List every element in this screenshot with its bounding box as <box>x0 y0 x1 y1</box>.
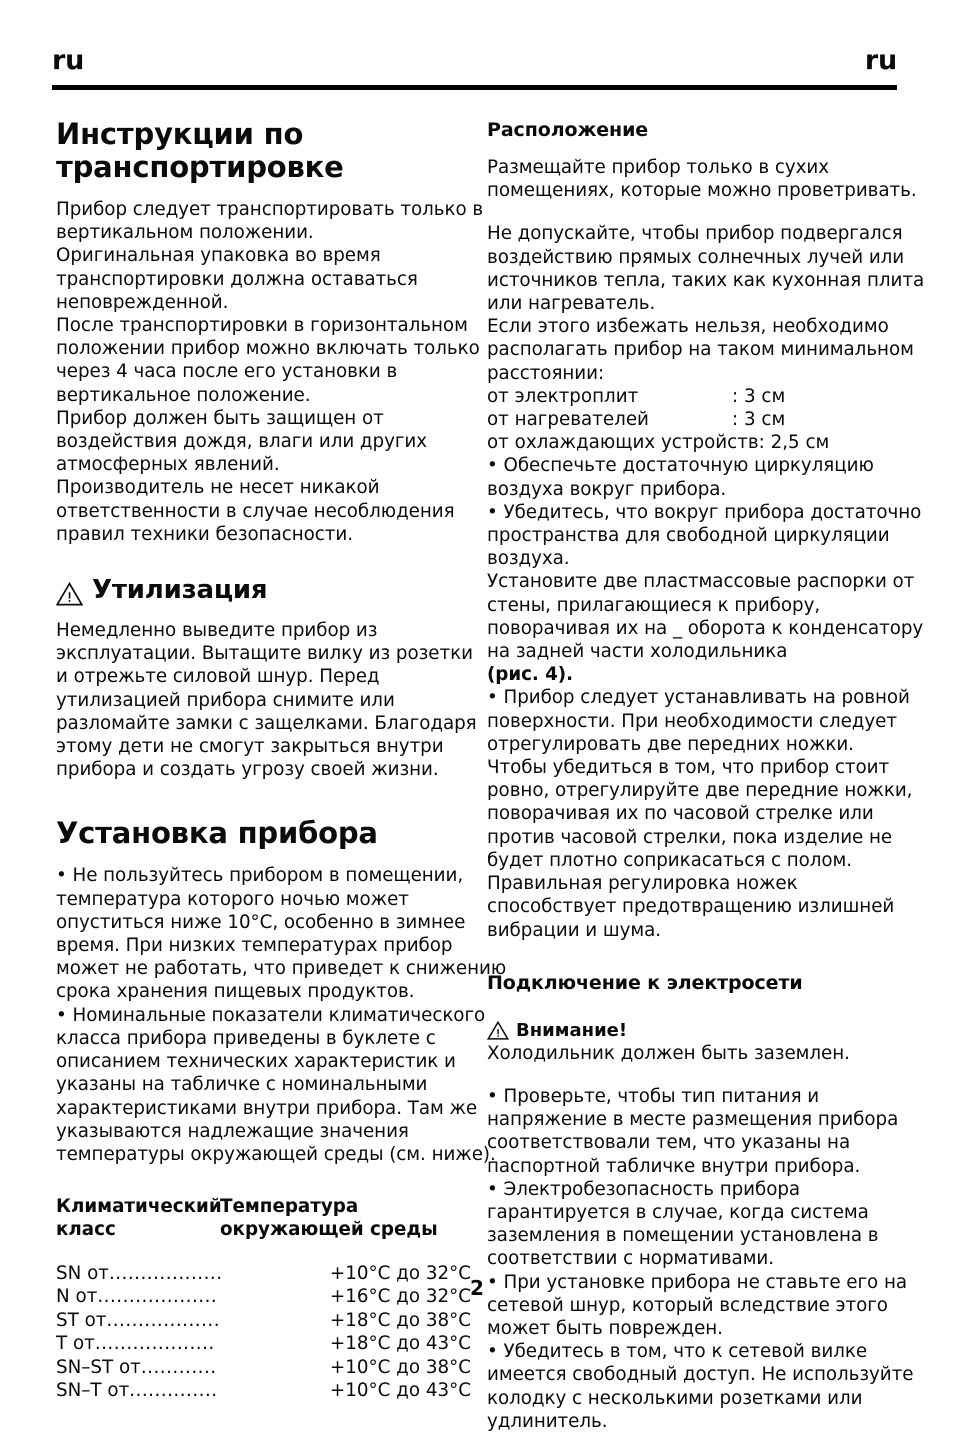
installation-line: класса прибора приведены в буклете с <box>56 1027 436 1049</box>
distance-row <box>487 408 899 431</box>
disposal-body <box>56 619 477 781</box>
transport-line: вертикальном положении. <box>56 222 314 244</box>
transport-heading <box>56 118 471 184</box>
mains-line: может быть поврежден. <box>487 1317 723 1339</box>
climate-table-header-class: Климатический класс <box>56 1196 222 1241</box>
figure-reference: (рис. 4). <box>487 664 573 686</box>
placement-line: отрегулировать две передних ножки. <box>487 733 854 755</box>
installation-line: срока хранения пищевых продуктов. <box>56 981 415 1003</box>
placement-line: • Убедитесь, что вокруг прибора достаточно <box>487 501 922 523</box>
climate-table-header <box>56 1195 471 1241</box>
mains-line: гарантируется в случае, когда система <box>487 1201 869 1223</box>
warning-triangle-icon <box>56 582 83 606</box>
installation-bullet-climate-class <box>56 1004 496 1166</box>
disposal-line: эксплуатации. Вытащите вилку из розетки <box>56 643 473 665</box>
mains-bullet-voltage <box>487 1085 899 1178</box>
placement-line: Не допускайте, чтобы прибор подвергался <box>487 223 903 245</box>
mains-line: • Проверьте, чтобы тип питания и <box>487 1085 820 1107</box>
transport-line: ответственности в случае несоблюдения <box>56 500 455 522</box>
distance-row <box>487 431 899 454</box>
leader-dots: .................. <box>106 1309 221 1331</box>
placement-line: ровно, отрегулируйте две передние ножки, <box>487 780 913 802</box>
spacer <box>487 1009 899 1019</box>
mains-heading: Подключение к электросети <box>487 971 803 994</box>
climate-table-header-temperature: Температура окружающей среды <box>220 1196 438 1241</box>
climate-class-range: +16°C до 32°C <box>329 1286 471 1308</box>
climate-class-range: +18°C до 43°C <box>329 1333 471 1355</box>
disposal-heading-label: Утилизация <box>92 575 268 606</box>
table-row <box>56 1379 471 1403</box>
installation-line: может не работать, что приведет к снижению <box>56 958 507 980</box>
placement-wall-spacers <box>487 570 924 686</box>
distance-label: от нагревателей <box>487 409 649 431</box>
mains-line: имеется свободный доступ. Не используйте <box>487 1364 914 1386</box>
disposal-line: утилизацией прибора снимите или <box>56 689 395 711</box>
spacer <box>487 202 899 222</box>
leader-dots: ................... <box>97 1286 218 1308</box>
mains-line: соответствии с нормативами. <box>487 1248 775 1270</box>
mains-line: заземления в помещении установлена в <box>487 1225 879 1247</box>
transport-line: Прибор должен быть защищен от <box>56 407 384 429</box>
placement-line: воздействию прямых солнечных лучей или <box>487 246 905 268</box>
table-row <box>56 1309 471 1333</box>
page-number: 2 <box>470 1276 484 1300</box>
placement-line: поворачивая их на _ оборота к конденсатору <box>487 617 924 639</box>
mains-line: удлинитель. <box>487 1410 608 1432</box>
table-row <box>56 1356 471 1380</box>
leader-dots: ............ <box>140 1356 217 1378</box>
disposal-heading <box>56 575 471 606</box>
mains-warning-text: Холодильник должен быть заземлен. <box>487 1042 850 1064</box>
placement-line: Установите две пластмассовые распорки от <box>487 571 915 593</box>
distance-value: : 3 см <box>732 385 786 407</box>
mains-line: колодку с несколькими розетками или <box>487 1387 863 1409</box>
transport-line: воздействия дождя, влаги или других <box>56 431 427 453</box>
mains-line: • При установке прибора не ставьте его на <box>487 1271 908 1293</box>
mains-warning-title: Внимание! <box>516 1019 628 1041</box>
warning-triangle-icon <box>487 1021 509 1040</box>
climate-class-name: SN–ST от <box>56 1356 141 1378</box>
placement-line: пространства для свободной циркуляции <box>487 525 890 547</box>
distance-value: : 3 см <box>732 409 786 431</box>
placement-bullet-levelling <box>487 686 913 941</box>
spacer <box>487 942 899 971</box>
placement-line: помещениях, которые можно проветривать. <box>487 180 917 202</box>
installation-line: время. При низких температурах прибор <box>56 935 453 957</box>
placement-line: источников тепла, таких как кухонная плита <box>487 269 925 291</box>
placement-line: поворачивая их по часовой стрелке или <box>487 803 874 825</box>
disposal-line: Немедленно выведите прибор из <box>56 620 378 642</box>
transport-body <box>56 198 484 546</box>
transport-line: атмосферных явлений. <box>56 454 280 476</box>
spacer <box>56 546 471 575</box>
placement-line: вибрации и шума. <box>487 919 661 941</box>
placement-line: воздуха вокруг прибора. <box>487 478 727 500</box>
mains-line: паспортной табличке внутри прибора. <box>487 1155 861 1177</box>
placement-line: • Обеспечьте достаточную циркуляцию <box>487 455 874 477</box>
minimum-distance-list <box>487 385 899 455</box>
installation-bullet-temperature <box>56 864 507 1003</box>
placement-bullet-free-space <box>487 501 922 571</box>
transport-line: Прибор следует транспортировать только в <box>56 199 484 220</box>
spacer <box>56 781 471 817</box>
disposal-line: этому дети не смогут закрыться внутри <box>56 736 444 758</box>
installation-line: • Номинальные показатели климатического <box>56 1004 486 1026</box>
placement-line: Правильная регулировка ножек <box>487 873 798 895</box>
distance-label: от электроплит <box>487 385 639 407</box>
placement-line: стены, прилагающиеся к прибору, <box>487 594 821 616</box>
mains-line: соответствовали тем, что указаны на <box>487 1132 851 1154</box>
installation-line: описанием технических характеристик и <box>56 1051 456 1073</box>
installation-line: опуститься ниже 10°C, особенно в зимнее <box>56 911 466 933</box>
transport-heading-line-1: Инструкции по <box>56 117 304 151</box>
language-tag-left: ru <box>52 45 85 76</box>
placement-line: поверхности. При необходимости следует <box>487 710 897 732</box>
climate-class-range: +10°C до 32°C <box>329 1262 471 1284</box>
transport-line: через 4 часа после его установки в <box>56 361 398 383</box>
placement-line: располагать прибор на таком минимальном <box>487 339 914 361</box>
header-rule <box>52 85 897 90</box>
language-tag-right: ru <box>864 45 897 76</box>
mains-line: сетевой шнур, который вследствие этого <box>487 1294 888 1316</box>
spacer <box>487 1065 899 1085</box>
climate-class-range: +18°C до 38°C <box>329 1309 471 1331</box>
transport-line: Оригинальная упаковка во время <box>56 245 381 267</box>
mains-bullet-plug-access <box>487 1340 914 1433</box>
placement-line: Чтобы убедиться в том, что прибор стоит <box>487 757 890 779</box>
transport-line: транспортировки должна оставаться <box>56 268 418 290</box>
placement-line: расстоянии: <box>487 362 605 384</box>
climate-class-name: N от <box>56 1286 98 1308</box>
installation-line: температуры окружающей среды (см. ниже). <box>56 1143 496 1165</box>
installation-line: указываются надлежащие значения <box>56 1120 409 1142</box>
mains-bullet-earthing <box>487 1178 899 1271</box>
mains-line: • Убедитесь в том, что к сетевой вилке <box>487 1341 868 1363</box>
distance-row <box>487 385 899 408</box>
climate-class-name: T от <box>56 1333 95 1355</box>
placement-line: • Прибор следует устанавливать на ровной <box>487 687 910 709</box>
table-row <box>56 1332 471 1356</box>
placement-line: Если этого избежать нельзя, необходимо <box>487 316 889 338</box>
distance-label: от охлаждающих устройств <box>487 432 759 454</box>
placement-line: Размещайте прибор только в сухих <box>487 157 830 178</box>
disposal-line: и отрежьте силовой шнур. Перед <box>56 666 380 688</box>
spacer-figure-prefix: на задней части холодильника <box>487 641 794 663</box>
placement-line <box>487 640 899 686</box>
placement-line: способствует предотвращению излишней <box>487 896 895 918</box>
placement-intro <box>487 156 917 202</box>
disposal-line: разломайте замки с защелками. Благодаря <box>56 712 477 734</box>
spacer <box>56 1242 471 1262</box>
placement-line: воздуха. <box>487 548 570 570</box>
mains-warning-title-row <box>487 1019 899 1042</box>
mains-line: • Электробезопасность прибора <box>487 1178 801 1200</box>
climate-class-name: SN от <box>56 1262 109 1284</box>
transport-line: неповрежденной. <box>56 291 229 313</box>
transport-line: положении прибор можно включать только <box>56 338 480 360</box>
placement-heat-sources <box>487 222 925 384</box>
transport-line: правил техники безопасности. <box>56 523 353 545</box>
left-column <box>56 117 507 1403</box>
installation-heading: Установка прибора <box>56 816 378 851</box>
leader-dots: .................. <box>108 1262 223 1284</box>
installation-line: температура которого ночью может <box>56 888 409 910</box>
climate-class-name: ST от <box>56 1309 107 1331</box>
installation-line: характеристиками внутри прибора. Там же <box>56 1097 478 1119</box>
placement-heading: Расположение <box>487 119 649 141</box>
mains-line: напряжение в месте размещения прибора <box>487 1109 899 1131</box>
placement-bullet-circulation <box>487 454 899 500</box>
right-column <box>487 118 925 1433</box>
transport-line: вертикальное положение. <box>56 384 311 406</box>
transport-line: Производитель не несет никакой <box>56 477 380 499</box>
placement-line: будет плотно соприкасаться с полом. <box>487 849 853 871</box>
distance-value: : 2,5 см <box>758 432 830 454</box>
transport-heading-line-2: транспортировке <box>56 150 344 184</box>
disposal-line: прибора и создать угрозу своей жизни. <box>56 759 439 781</box>
climate-class-name: SN–T от <box>56 1380 130 1402</box>
climate-class-range: +10°C до 38°C <box>329 1356 471 1378</box>
climate-class-range: +10°C до 43°C <box>329 1380 471 1402</box>
placement-line: или нагреватель. <box>487 293 656 315</box>
leader-dots: ................... <box>94 1333 215 1355</box>
installation-line: указаны на табличке с номинальными <box>56 1074 428 1096</box>
installation-line: • Не пользуйтесь прибором в помещении, <box>56 865 464 887</box>
leader-dots: .............. <box>129 1380 218 1402</box>
placement-line: против часовой стрелки, пока изделие не <box>487 826 893 848</box>
spacer <box>56 1166 471 1195</box>
transport-line: После транспортировки в горизонтальном <box>56 315 468 337</box>
